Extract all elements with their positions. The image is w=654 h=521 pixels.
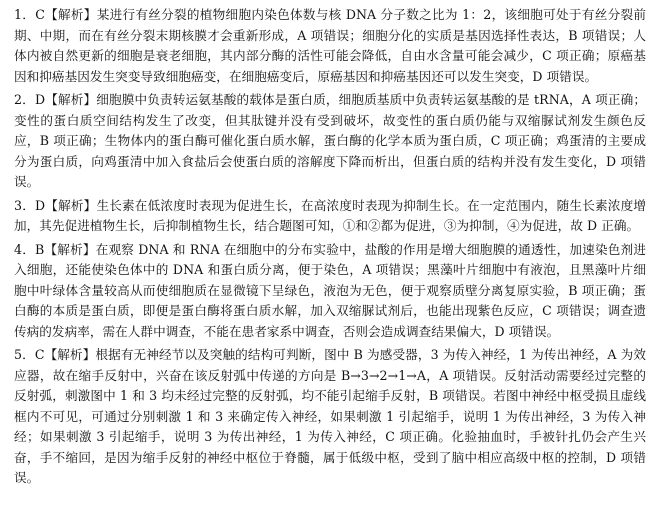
answer-letter: B — [35, 241, 45, 257]
explanation-text: 某进行有丝分裂的植物细胞内染色体数与核 DNA 分子数之比为 1：2，该细胞可处于有丝分裂前期、中期，而在有丝分裂末期核膜才会重新形成，A 项错误；细胞分化的实质是基因选择性表达，B 项错误；人体内被自然更新的细胞是衰老细胞，其内部分酶的活性可能会降低，自由水含量可能会减少，C 项正确；原癌基因和抑癌基因发生突变导致细胞癌变，在细胞癌变后，原癌基因和抑癌基因还可以发生突变，D 项错误。 — [14, 7, 647, 84]
answer-letter: D — [35, 197, 46, 213]
explanation-paragraph — [14, 196, 646, 237]
explanation-paragraph — [14, 240, 646, 343]
explanation-item-3 — [14, 196, 646, 237]
explanation-paragraph — [14, 5, 646, 87]
explanation-item-1 — [14, 5, 646, 87]
question-number: 3． — [14, 197, 35, 213]
answer-letter: C — [35, 7, 45, 22]
analysis-tag: 【解析】 — [44, 347, 96, 362]
question-number: 4． — [14, 241, 36, 257]
analysis-tag: 【解析】 — [45, 197, 97, 213]
question-number: 5． — [14, 347, 35, 362]
analysis-tag: 【解析】 — [44, 241, 96, 257]
explanation-paragraph — [14, 345, 646, 489]
question-number: 2． — [14, 92, 35, 107]
explanation-text: 细胞膜中负责转运氨基酸的载体是蛋白质，细胞质基质中负责转运氨基酸的是 tRNA，A 项正确；变性的蛋白质空间结构发生了改变，但其肽键并没有受到破坏，故变性的蛋白质仍能与双缩脲试剂发生颜色反应，B 项正确；生物体内的蛋白酶可催化蛋白质水解，蛋白酶的化学本质为蛋白质，C 项正确；鸡蛋清的主要成分为蛋白质，向鸡蛋清中加入食盐后会使蛋白质的溶解度下降而析出，但蛋白质的结构并没有发生变化，D 项错误。 — [14, 92, 646, 189]
analysis-tag: 【解析】 — [45, 92, 97, 107]
answer-letter: D — [34, 92, 46, 107]
explanation-item-4 — [14, 240, 646, 343]
explanation-item-5 — [14, 345, 646, 489]
explanation-item-2 — [14, 90, 646, 193]
explanation-text: 根据有无神经节以及突触的结构可判断，图中 B 为感受器，3 为传入神经，1 为传出神经，A 为效应器，故在缩手反射中，兴奋在该反射弧中传递的方向是 B→3→2→1→A，A 项错误。反射活动需要经过完整的反射弧，刺激图中 1 和 3 均未经过完整的反射弧，均不能引起缩手反射，B 项错误。若图中神经中枢受损且虚线框内不可见，可通过分别刺激 1 和 3 来确定传入神经，如果刺激 1 引起缩手，说明 1 为传出神经，3 为传入神经；如果刺激 3 引起缩手，说明 3 为传出神经，1 为传入神经，C 项正确。化验抽血时，手被针扎仍会产生兴奋，手不缩回，是因为缩手反射的神经中枢位于脊髓，属于低级中枢，受到了脑中相应高级中枢的控制，D 项错误。 — [14, 347, 647, 485]
analysis-tag: 【解析】 — [44, 7, 97, 22]
answer-letter: C — [34, 347, 45, 362]
explanation-paragraph — [14, 90, 646, 193]
explanation-text: 在观察 DNA 和 RNA 在细胞中的分布实验中，盐酸的作用是增大细胞膜的通透性，加速染色剂进入细胞，还能使染色体中的 DNA 和蛋白质分离，便于染色，A 项错误；黑藻叶片细胞中有液泡，且黑藻叶片细胞中叶绿体含量较高从而使细胞质在显微镜下呈绿色，液泡为无色，便于观察质壁分离复原实验，B 项正确；蛋白酶的本质是蛋白质，即便是蛋白酶将蛋白质水解，加入双缩脲试剂后，也能出现紫色反应，C 项错误；调查遗传病的发病率，需在人群中调查，不能在患者家系中调查，否则会造成调查结果偏大，D 项错误。 — [14, 241, 646, 339]
explanation-text: 生长素在低浓度时表现为促进生长，在高浓度时表现为抑制生长。在一定范围内，随生长素浓度增加，其先促进植物生长，后抑制植物生长，结合题图可知，①和②都为促进，③为抑制，④为促进，故 D 正确。 — [14, 197, 646, 233]
question-number: 1． — [14, 7, 36, 22]
